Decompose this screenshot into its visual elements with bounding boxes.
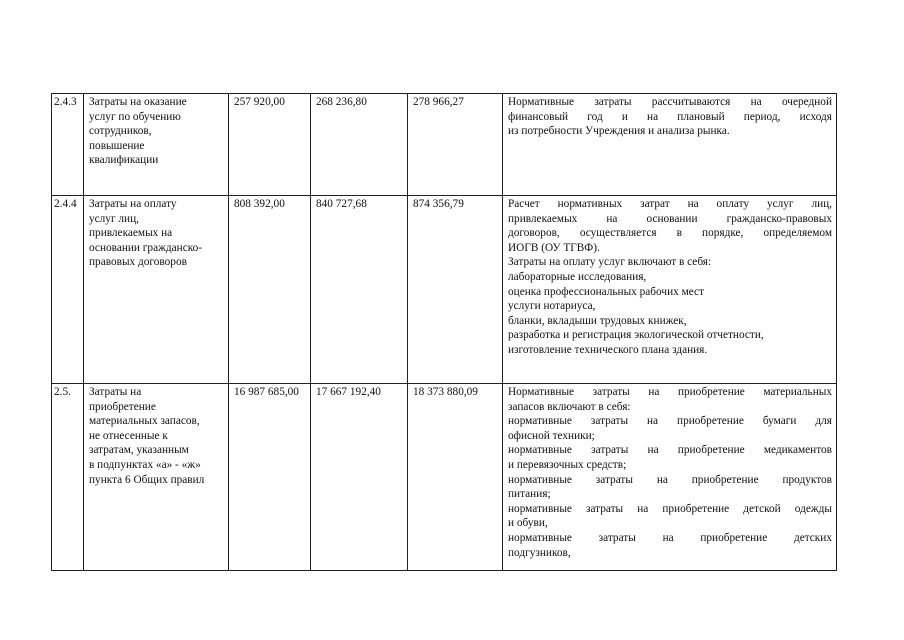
cost-name-line: повышение bbox=[89, 139, 145, 152]
description-line: оценка профессиональных рабочих мест bbox=[508, 285, 705, 298]
description-line: услуги нотариуса, bbox=[508, 300, 596, 313]
table-row bbox=[52, 384, 837, 571]
description-line: питания; bbox=[508, 488, 551, 501]
description-line: из потребности Учреждения и анализа рынка. bbox=[508, 125, 730, 138]
description-line: Затраты на оплату услуг включают в себя: bbox=[508, 256, 712, 269]
amount-year-1: 257 920,00 bbox=[229, 94, 311, 196]
description-line: бланки, вкладыши трудовых книжек, bbox=[508, 314, 687, 327]
description-line: договоров, осуществляется в порядке, определяемом bbox=[508, 227, 832, 240]
cost-name-line: квалификации bbox=[89, 154, 159, 167]
cost-name-line: Затраты на оказание bbox=[89, 96, 187, 108]
item-number: 2.4.3 bbox=[52, 94, 84, 196]
amount-year-3: 278 966,27 bbox=[408, 94, 503, 196]
description-line: запасов включают в себя: bbox=[508, 400, 631, 413]
cost-name-line: привлекаемых на bbox=[89, 227, 173, 240]
description-cell bbox=[503, 196, 837, 384]
description-line: нормативные затраты на приобретение детской одежды bbox=[508, 502, 832, 515]
amount-year-1: 808 392,00 bbox=[229, 196, 311, 384]
cost-name-line: затратам, указанным bbox=[89, 444, 189, 457]
description-line: нормативные затраты на приобретение продуктов bbox=[508, 473, 832, 486]
cost-name-line: услуг по обучению bbox=[89, 110, 181, 123]
description-line: Расчет нормативных затрат на оплату услуг лиц, bbox=[508, 198, 832, 210]
description-cell bbox=[503, 94, 837, 196]
cost-name-line: основании гражданско- bbox=[89, 241, 203, 254]
item-number: 2.4.4 bbox=[52, 196, 84, 384]
description-line: лабораторные исследования, bbox=[508, 270, 647, 283]
amount-year-2: 268 236,80 bbox=[311, 94, 408, 196]
description-line: изготовление технического плана здания. bbox=[508, 343, 708, 356]
description-line: финансовый год и на плановый период, исходя bbox=[508, 110, 832, 123]
amount-year-3: 874 356,79 bbox=[408, 196, 503, 384]
description-line: офисной техники; bbox=[508, 429, 595, 442]
amount-year-1: 16 987 685,00 bbox=[229, 384, 311, 571]
table-row bbox=[52, 94, 837, 196]
description-line: Нормативные затраты на приобретение материальных bbox=[508, 386, 832, 398]
description-line: нормативные затраты на приобретение бумаги для bbox=[508, 415, 832, 428]
description-line: разработка и регистрация экологической отчетности, bbox=[508, 329, 764, 342]
cost-name-line: материальных запасов, bbox=[89, 415, 200, 428]
cost-name-line: Затраты на bbox=[89, 386, 142, 398]
cost-norms-table bbox=[51, 93, 837, 571]
table-row bbox=[52, 196, 837, 384]
description-line: подгузников, bbox=[508, 546, 571, 559]
cost-name-cell bbox=[84, 196, 229, 384]
cost-name-cell bbox=[84, 384, 229, 571]
description-line: Нормативные затраты рассчитываются на очередной bbox=[508, 96, 832, 108]
cost-name-line: не отнесенные к bbox=[89, 429, 168, 442]
cost-name-line: пункта 6 Общих правил bbox=[89, 473, 205, 486]
description-line: привлекаемых на основании гражданско-правовых bbox=[508, 212, 832, 225]
description-line: нормативные затраты на приобретение медикаментов bbox=[508, 444, 832, 457]
description-line: и перевязочных средств; bbox=[508, 458, 627, 471]
cost-name-line: услуг лиц, bbox=[89, 212, 139, 225]
amount-year-2: 840 727,68 bbox=[311, 196, 408, 384]
cost-name-line: сотрудников, bbox=[89, 125, 152, 138]
description-line: ИОГВ (ОУ ТГВФ). bbox=[508, 241, 600, 254]
description-line: и обуви, bbox=[508, 517, 548, 530]
description-line: нормативные затраты на приобретение детских bbox=[508, 531, 832, 544]
cost-name-line: Затраты на оплату bbox=[89, 198, 177, 210]
cost-name-line: приобретение bbox=[89, 400, 156, 413]
item-number: 2.5. bbox=[52, 384, 84, 571]
cost-name-cell bbox=[84, 94, 229, 196]
cost-name-line: в подпунктах «а» - «ж» bbox=[89, 458, 201, 471]
description-cell bbox=[503, 384, 837, 571]
amount-year-3: 18 373 880,09 bbox=[408, 384, 503, 571]
amount-year-2: 17 667 192,40 bbox=[311, 384, 408, 571]
cost-name-line: правовых договоров bbox=[89, 256, 187, 269]
